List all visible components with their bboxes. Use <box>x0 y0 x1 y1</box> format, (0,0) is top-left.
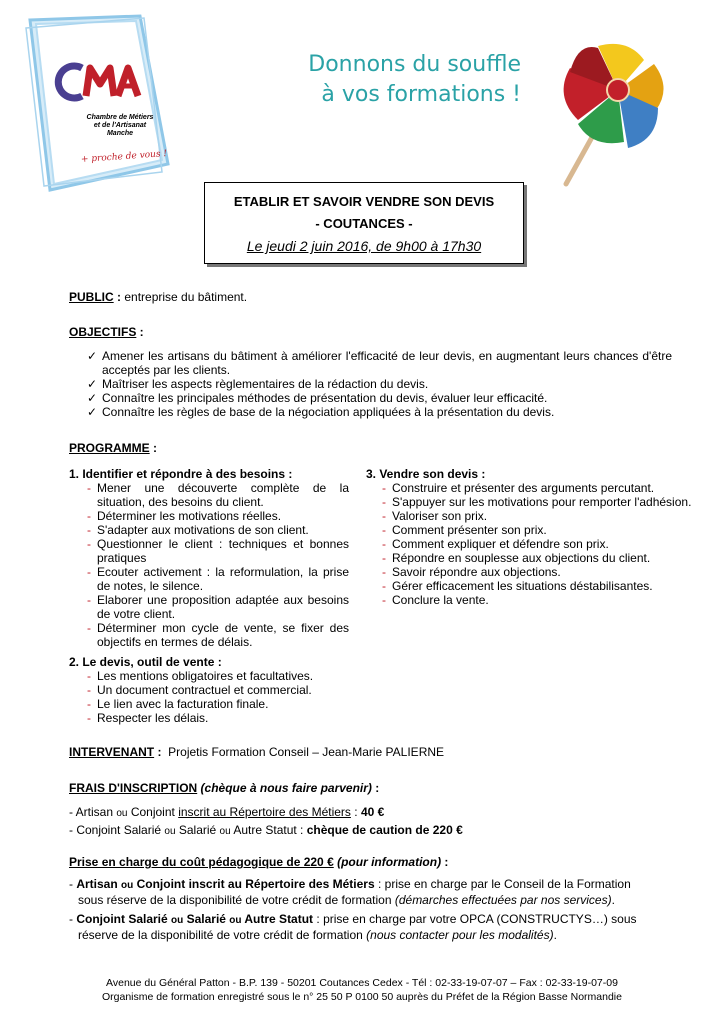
dash-icon: - <box>87 697 91 711</box>
dash-icon: - <box>87 711 91 725</box>
list-item: - Comment présenter son prix. <box>382 523 547 537</box>
prise-en-charge-item-1: - Artisan ou Conjoint inscrit au Répertoire des Métiers : prise en charge par le Conseil de la Formation sous réserve de la disponibilité de votre crédit de formation (démarches effectuées par nos services). <box>69 877 631 907</box>
logo-frame-graphic <box>22 14 172 192</box>
section-title: 3. Vendre son devis : <box>366 467 486 481</box>
list-item: ✓ Connaître les principales méthodes de présentation du devis, évaluer leur efficacité. <box>87 391 548 405</box>
slogan-line-1: Donnons du souffle <box>308 52 521 77</box>
logo-tagline: + proche de vous ! <box>80 149 168 165</box>
dash-icon: - <box>87 523 91 537</box>
footer-address: Avenue du Général Patton - B.P. 139 - 50201 Coutances Cedex - Tél : 02-33-19-07-07 – Fax : 02-33-19-07-09 <box>106 977 618 989</box>
list-item: - Les mentions obligatoires et facultatives. <box>87 669 314 683</box>
list-item: - Déterminer les motivations réelles. <box>87 509 282 523</box>
dash-icon: - <box>87 683 91 697</box>
header-slogan <box>308 50 521 110</box>
slogan-line-2: à vos formations ! <box>321 82 521 107</box>
intervenant-value: Projetis Formation Conseil – Jean-Marie PALIERNE <box>168 745 445 759</box>
list-item: - Gérer efficacement les situations déstabilisantes. <box>382 579 653 593</box>
list-item: - Construire et présenter des arguments percutant. <box>382 481 655 495</box>
intervenant-section: INTERVENANT : Projetis Formation Conseil – Jean-Marie PALIERNE <box>69 745 445 759</box>
footer <box>0 976 724 1004</box>
programme-section-1 <box>69 467 349 649</box>
course-date: Le jeudi 2 juin 2016, de 9h00 à 17h30 <box>246 238 482 254</box>
objectifs-list <box>84 349 672 419</box>
dash-icon: - <box>382 523 386 537</box>
list-item: - Ecouter activement : la reformulation, la prise de notes, le silence. <box>87 565 349 593</box>
list-item: ✓ Maîtriser les aspects règlementaires de la rédaction du devis. <box>87 377 429 391</box>
list-item: - S'appuyer sur les motivations pour remporter l'adhésion. <box>382 495 692 509</box>
list-item: - Questionner le client : techniques et bonnes pratiques <box>87 537 349 565</box>
dash-icon: - <box>87 509 91 523</box>
dash-icon: - <box>382 509 386 523</box>
dash-icon: - <box>87 593 91 607</box>
list-item: - Un document contractuel et commercial. <box>87 683 312 697</box>
frais-line-artisan: - Artisan ou Conjoint inscrit au Répertoire des Métiers : 40 € <box>69 805 385 819</box>
objectifs-heading: OBJECTIFS : <box>69 325 144 339</box>
programme-section-2 <box>69 655 349 725</box>
dash-icon: - <box>87 481 91 495</box>
list-item: - S'adapter aux motivations de son client. <box>87 523 309 537</box>
public-label: PUBLIC <box>69 290 114 304</box>
dash-icon: - <box>382 537 386 551</box>
dash-icon: - <box>382 565 386 579</box>
dash-icon: - <box>382 495 386 509</box>
list-item: - Mener une découverte complète de la situation, des besoins du client. <box>87 481 349 509</box>
intervenant-label: INTERVENANT <box>69 745 155 759</box>
section-title: 2. Le devis, outil de vente : <box>69 655 222 669</box>
frais-lines <box>69 804 463 840</box>
footer-registration: Organisme de formation enregistré sous le n° 25 50 P 0100 50 auprès du Préfet de la Région Basse Normandie <box>102 991 622 1003</box>
prise-en-charge-item-2: - Conjoint Salarié ou Salarié ou Autre Statut : prise en charge par votre OPCA (CONSTRUCTYS…) sous réserve de la disponibilité de votre crédit de formation (nous contacter pour les modalités). <box>69 912 637 942</box>
list-item: - Déterminer mon cycle de vente, se fixer des objectifs en termes de délais. <box>87 621 349 649</box>
course-title-box <box>204 182 524 264</box>
course-location: - COUTANCES - <box>315 216 413 231</box>
section-title: 1. Identifier et répondre à des besoins : <box>69 467 293 481</box>
dash-icon: - <box>87 621 91 635</box>
list-item: ✓ Amener les artisans du bâtiment à améliorer l'efficacité de leur devis, en augmentant leurs chances d'être acceptés par les clients. <box>87 349 672 377</box>
list-item: - Savoir répondre aux objections. <box>382 565 561 579</box>
checkmark-icon: ✓ <box>87 377 98 391</box>
pinwheel-illustration <box>538 38 714 188</box>
dash-icon: - <box>87 565 91 579</box>
course-title: ETABLIR ET SAVOIR VENDRE SON DEVIS <box>233 194 495 209</box>
list-item: - Le lien avec la facturation finale. <box>87 697 269 711</box>
checkmark-icon: ✓ <box>87 349 98 363</box>
frais-heading: FRAIS D'INSCRIPTION (chèque à nous faire parvenir) : <box>69 781 380 795</box>
checkmark-icon: ✓ <box>87 391 98 405</box>
public-value: entreprise du bâtiment. <box>124 290 248 304</box>
dash-icon: - <box>382 551 386 565</box>
dash-icon: - <box>382 593 386 607</box>
list-item: - Comment expliquer et défendre son prix. <box>382 537 609 551</box>
prise-en-charge-heading: Prise en charge du coût pédagogique de 220 € (pour information) : <box>69 855 449 869</box>
list-item: - Elaborer une proposition adaptée aux besoins de votre client. <box>87 593 349 621</box>
list-item: - Respecter les délais. <box>87 711 209 725</box>
list-item: - Répondre en souplesse aux objections du client. <box>382 551 651 565</box>
list-item: ✓ Connaître les règles de base de la négociation appliquées à la présentation du devis. <box>87 405 555 419</box>
programme-heading: PROGRAMME : <box>69 441 158 455</box>
checkmark-icon: ✓ <box>87 405 98 419</box>
list-item: - Valoriser son prix. <box>382 509 488 523</box>
list-item: - Conclure la vente. <box>382 593 489 607</box>
dash-icon: - <box>382 481 386 495</box>
dash-icon: - <box>87 669 91 683</box>
programme-section-3 <box>366 467 706 607</box>
logo-org-name: Chambre de Métiers et de l'Artisanat Manche <box>86 114 154 137</box>
frais-line-salarie: - Conjoint Salarié ou Salarié ou Autre Statut : chèque de caution de 220 € <box>69 823 463 837</box>
cma-logo <box>22 14 172 192</box>
dash-icon: - <box>87 537 91 551</box>
dash-icon: - <box>382 579 386 593</box>
public-section: PUBLIC : entreprise du bâtiment. <box>69 290 248 304</box>
